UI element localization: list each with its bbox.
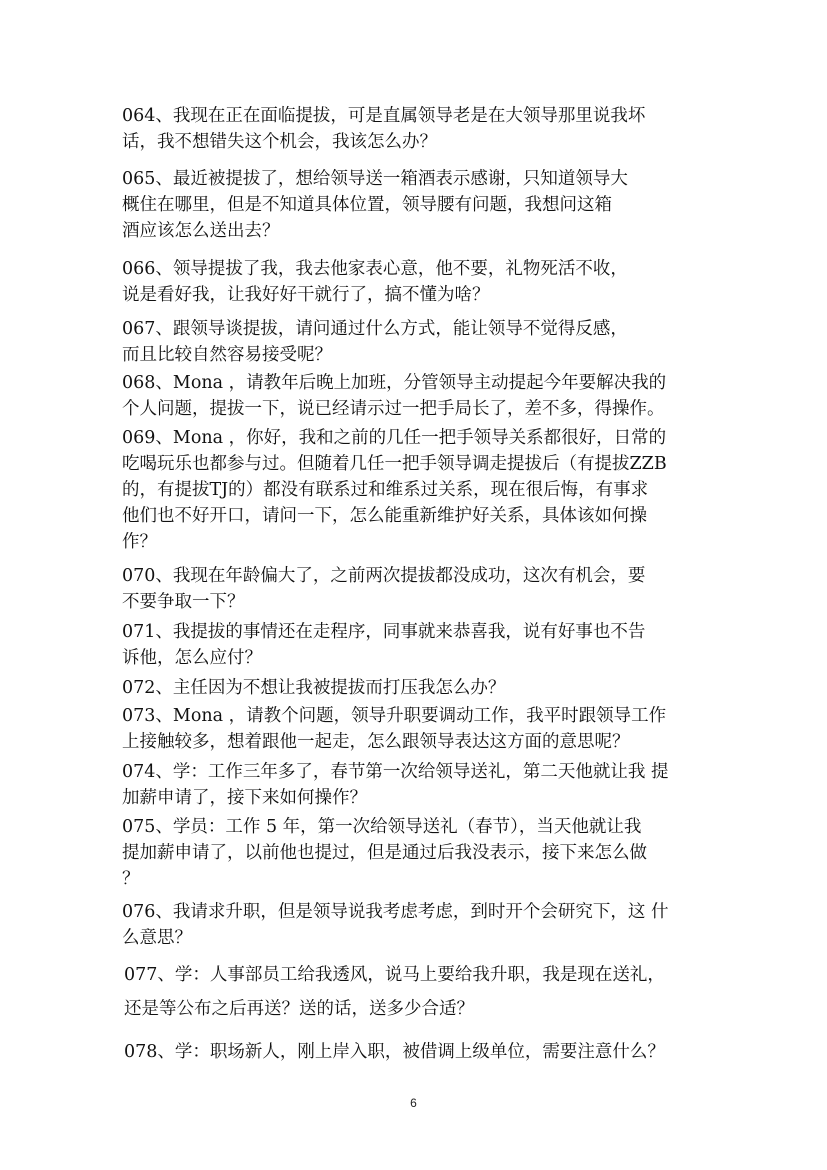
question-064-line-2: 话，我不想错失这个机会，我该怎么办？ <box>122 132 437 152</box>
question-078-line-1: 078、学：职场新人，刚上岸入职，被借调上级单位，需要注意什么？ <box>124 1042 665 1062</box>
question-072-line-1: 072、主任因为不想让我被提拔而打压我怎么办？ <box>122 678 506 698</box>
question-075 <box>122 814 722 892</box>
question-071-line-1: 071、我提拔的事情还在走程序，同事就来恭喜我，说有好事也不告 <box>122 622 646 642</box>
question-071-line-2: 诉他，怎么应付？ <box>122 648 262 668</box>
question-069 <box>122 425 722 555</box>
question-068-line-1: 068、Mona ，请教年后晚上加班，分管领导主动提起今年要解决我的 <box>122 373 667 393</box>
question-064 <box>122 103 722 155</box>
question-064-line-1: 064、我现在正在面临提拔，可是直属领导老是在大领导那里说我坏 <box>122 106 646 126</box>
question-070-line-2: 不要争取一下？ <box>122 592 245 612</box>
question-066-line-1: 066、领导提拔了我，我去他家表心意，他不要，礼物死活不收， <box>122 259 628 279</box>
question-065-line-3: 酒应该怎么送出去？ <box>122 221 280 241</box>
page-number: 6 <box>410 1096 417 1110</box>
question-070-line-1: 070、我现在年龄偏大了，之前两次提拔都没成功，这次有机会，要 <box>122 566 646 586</box>
question-074-line-1: 074、学：工作三年多了，春节第一次给领导送礼，第二天他就让我 提 <box>122 762 669 782</box>
question-069-line-4: 他们也不好开口，请问一下，怎么能重新维护好关系，具体该如何操 <box>122 506 647 526</box>
question-069-line-2: 吃喝玩乐也都参与过。但随着几任一把手领导调走提拔后（有提拔ZZB <box>122 454 667 474</box>
question-078 <box>124 1039 724 1065</box>
question-076-line-1: 076、我请求升职，但是领导说我考虑考虑，到时开个会研究下，这 什 <box>122 902 669 922</box>
question-077-line-1: 077、学：人事部员工给我透风，说马上要给我升职，我是现在送礼， <box>124 965 665 985</box>
question-073 <box>122 703 722 755</box>
question-077 <box>124 958 724 1026</box>
question-076-line-2: 么意思？ <box>122 928 192 948</box>
question-070 <box>122 563 722 615</box>
question-069-line-1: 069、Mona ，你好，我和之前的几任一把手领导关系都很好，日常的 <box>122 428 667 448</box>
question-074-line-2: 加薪申请了，接下来如何操作？ <box>122 788 367 808</box>
question-069-line-5: 作？ <box>122 532 157 552</box>
question-069-line-3: 的，有提拔TJ的）都没有联系过和维系过关系，现在很后悔，有事求 <box>122 480 649 500</box>
question-066-line-2: 说是看好我，让我好好干就行了，搞不懂为啥？ <box>122 285 490 305</box>
question-068 <box>122 370 722 422</box>
question-073-line-2: 上接触较多，想着跟他一起走，怎么跟领导表达这方面的意思呢？ <box>122 732 630 752</box>
question-065-line-1: 065、最近被提拔了，想给领导送一箱酒表示感谢，只知道领导大 <box>122 169 628 189</box>
question-074 <box>122 759 722 811</box>
question-075-line-1: 075、学员：工作 5 年，第一次给领导送礼（春节），当天他就让我 <box>122 817 642 837</box>
question-073-line-1: 073、Mona ，请教个问题，领导升职要调动工作，我平时跟领导工作 <box>122 706 667 726</box>
question-077-line-2: 还是等公布之后再送？送的话，送多少合适？ <box>124 999 474 1019</box>
question-065 <box>122 166 722 244</box>
question-072 <box>122 675 722 701</box>
question-065-line-2: 概住在哪里，但是不知道具体位置，领导腰有问题，我想问这箱 <box>122 195 612 215</box>
question-067 <box>122 316 722 368</box>
question-066 <box>122 256 722 308</box>
question-076 <box>122 899 722 951</box>
question-068-line-2: 个人问题，提拔一下，说已经请示过一把手局长了，差不多，得操作。 <box>122 399 665 419</box>
question-067-line-1: 067、跟领导谈提拔，请问通过什么方式，能让领导不觉得反感， <box>122 319 628 339</box>
question-067-line-2: 而且比较自然容易接受呢？ <box>122 345 332 365</box>
question-071 <box>122 619 722 671</box>
question-075-line-2: 提加薪申请了，以前他也提过，但是通过后我没表示，接下来怎么做 <box>122 843 647 863</box>
question-075-line-3: ？ <box>122 869 140 889</box>
